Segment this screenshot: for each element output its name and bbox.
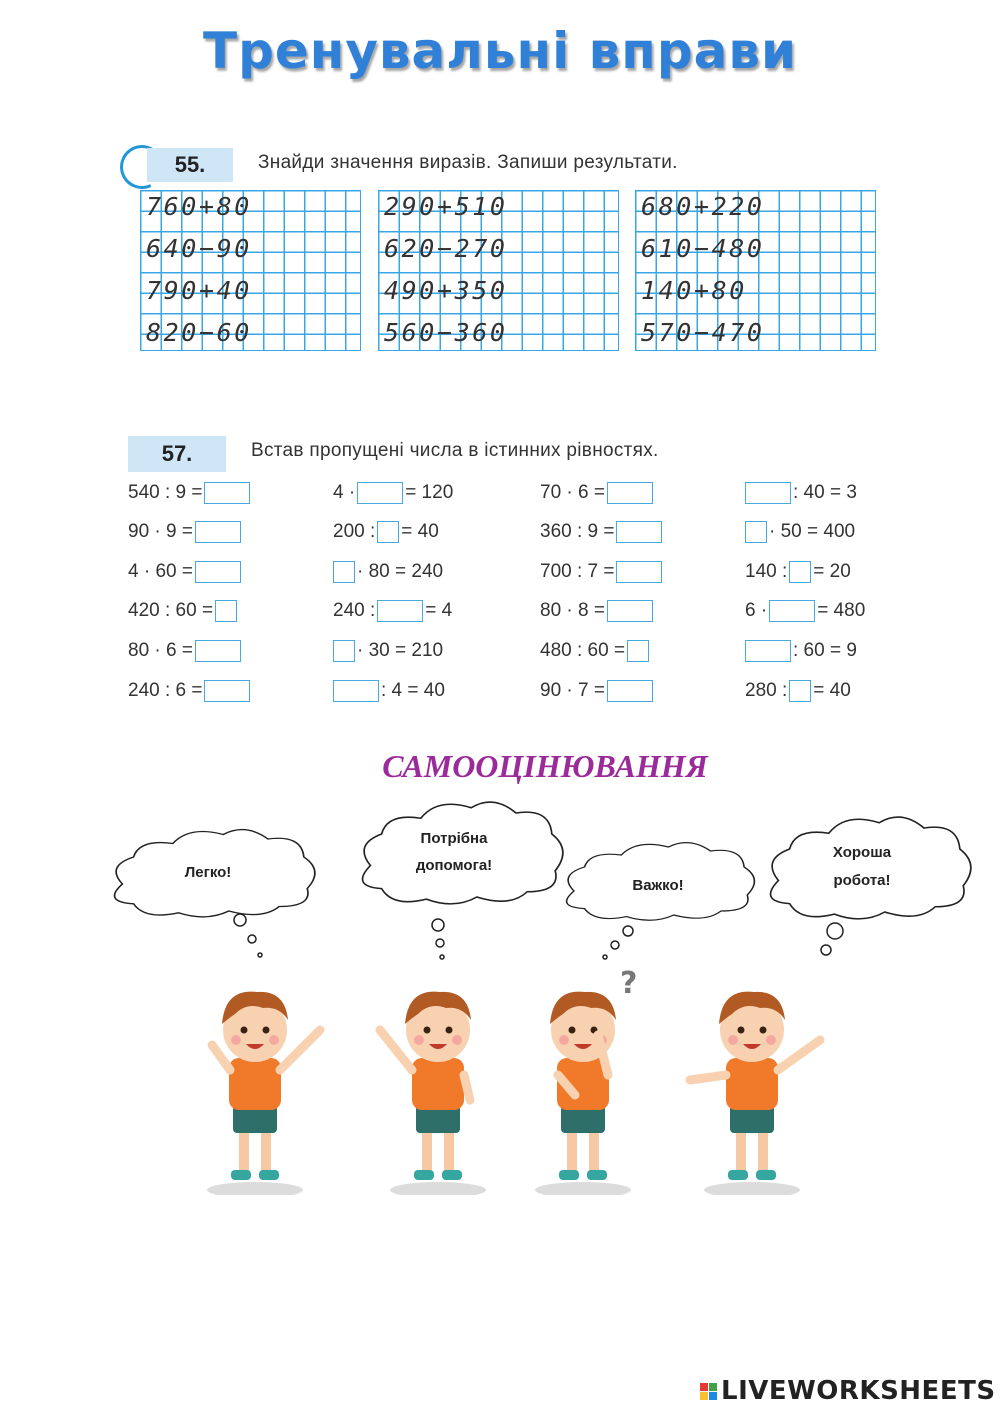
expression: 680+220: [641, 192, 765, 221]
equation-right: = 40: [813, 680, 851, 701]
equation-left: 700 : 7 =: [540, 561, 615, 582]
expression: 620−270: [384, 234, 508, 263]
equation: [128, 482, 250, 504]
equation-left: 540 : 9 =: [128, 482, 203, 503]
equation: [745, 600, 865, 622]
equation: [128, 561, 241, 583]
equation: [128, 680, 250, 702]
equation-right: = 40: [401, 521, 439, 542]
answer-box[interactable]: [607, 600, 653, 622]
expression: 790+40: [146, 276, 252, 305]
equation-right: = 4: [425, 600, 453, 621]
boy-thinking-icon: [535, 992, 631, 1195]
equation: [333, 680, 445, 702]
speech-cloud: [567, 843, 755, 921]
answer-box[interactable]: [204, 680, 250, 702]
answer-box[interactable]: [377, 600, 423, 622]
equation: [333, 521, 439, 543]
answer-box[interactable]: [204, 482, 250, 504]
self-assessment-illustration: [0, 795, 1000, 1195]
equation: [540, 561, 662, 583]
exercise-instruction: Знайди значення виразів. Запиши результати.: [258, 152, 678, 173]
equation-left: 90 · 7 =: [540, 680, 605, 701]
expression: 290+510: [384, 192, 508, 221]
cloud-text: допомога!: [415, 857, 493, 874]
equation-right: = 480: [817, 600, 866, 621]
expression: 490+350: [384, 276, 508, 305]
equation-left: 80 · 6 =: [128, 640, 193, 661]
expression: 140+80: [641, 276, 747, 305]
equation-left: 360 : 9 =: [540, 521, 615, 542]
speech-cloud: [771, 817, 971, 919]
thought-bubbles: [234, 914, 843, 959]
expression: 640−90: [146, 234, 252, 263]
boy-cheerful-icon: [207, 992, 303, 1195]
answer-box[interactable]: [607, 482, 653, 504]
equation: [745, 482, 857, 504]
exercise-number: 57.: [128, 436, 226, 472]
equation: [540, 680, 653, 702]
equation-right: = 20: [813, 561, 851, 582]
answer-box[interactable]: [789, 680, 811, 702]
equation-right: · 50 = 400: [769, 521, 856, 542]
expression: 820−60: [146, 318, 252, 347]
equation: [540, 600, 653, 622]
expression: 760+80: [146, 192, 252, 221]
equation: [128, 640, 241, 662]
answer-box[interactable]: [607, 680, 653, 702]
expression: 610−480: [641, 234, 765, 263]
equation: [540, 482, 653, 504]
answer-box[interactable]: [333, 640, 355, 662]
answer-box[interactable]: [357, 482, 403, 504]
equation-right: · 80 = 240: [357, 561, 444, 582]
speech-cloud: [363, 802, 563, 904]
answer-box[interactable]: [616, 561, 662, 583]
equation-right: : 40 = 3: [793, 482, 857, 503]
equation-left: 70 · 6 =: [540, 482, 605, 503]
equation-left: 240 : 6 =: [128, 680, 203, 701]
answer-box[interactable]: [215, 600, 237, 622]
equation: [333, 600, 452, 622]
equation: [333, 640, 443, 662]
answer-box[interactable]: [745, 640, 791, 662]
exercise-number: 55.: [147, 148, 233, 182]
answer-box[interactable]: [627, 640, 649, 662]
equation: [333, 482, 453, 504]
equation-right: : 4 = 40: [381, 680, 445, 701]
boy-pointing-icon: [704, 992, 800, 1195]
liveworksheets-logo-icon: [700, 1383, 717, 1400]
cloud-text: Потрібна: [420, 830, 488, 847]
equation: [333, 561, 443, 583]
brand-name: LIVEWORKSHEETS: [721, 1376, 996, 1406]
equation-left: 280 :: [745, 680, 788, 701]
question-mark-icon: ?: [620, 966, 638, 1001]
exercise-instruction: Встав пропущені числа в істинних рівностях.: [251, 440, 659, 461]
answer-box[interactable]: [377, 521, 399, 543]
expression: 570−470: [641, 318, 765, 347]
answer-box[interactable]: [745, 521, 767, 543]
answer-box[interactable]: [616, 521, 662, 543]
answer-box[interactable]: [195, 561, 241, 583]
cloud-text: робота!: [833, 872, 891, 889]
answer-box[interactable]: [745, 482, 791, 504]
equation: [540, 640, 649, 662]
equation-left: 6 ·: [745, 600, 768, 621]
equation-left: 4 ·: [333, 482, 356, 503]
equation: [128, 600, 237, 622]
speech-cloud: [115, 830, 315, 917]
answer-box[interactable]: [789, 561, 811, 583]
self-assessment-title: САМООЦІНЮВАННЯ: [382, 748, 708, 784]
answer-box[interactable]: [195, 640, 241, 662]
cloud-text: Важко!: [632, 877, 684, 894]
answer-box[interactable]: [195, 521, 241, 543]
equation: [745, 640, 857, 662]
equation-left: 420 : 60 =: [128, 600, 214, 621]
page-title: Тренувальні вправи: [202, 22, 798, 80]
equation-right: · 30 = 210: [357, 640, 444, 661]
equation: [745, 680, 851, 702]
answer-box[interactable]: [333, 680, 379, 702]
equation-left: 140 :: [745, 561, 788, 582]
equation: [128, 521, 241, 543]
equation: [745, 561, 851, 583]
answer-box[interactable]: [333, 561, 355, 583]
answer-box[interactable]: [769, 600, 815, 622]
equation: [745, 521, 855, 543]
cloud-text: Хороша: [832, 844, 892, 861]
equation-left: 80 · 8 =: [540, 600, 605, 621]
equation-left: 90 · 9 =: [128, 521, 193, 542]
equation-left: 4 · 60 =: [128, 561, 193, 582]
equation-right: : 60 = 9: [793, 640, 857, 661]
equation-left: 480 : 60 =: [540, 640, 626, 661]
equation-right: = 120: [405, 482, 454, 503]
cloud-text: Легко!: [184, 864, 232, 881]
expression: 560−360: [384, 318, 508, 347]
equation: [540, 521, 662, 543]
equation-left: 200 :: [333, 521, 376, 542]
equation-left: 240 :: [333, 600, 376, 621]
footer-brand: [700, 1376, 996, 1406]
